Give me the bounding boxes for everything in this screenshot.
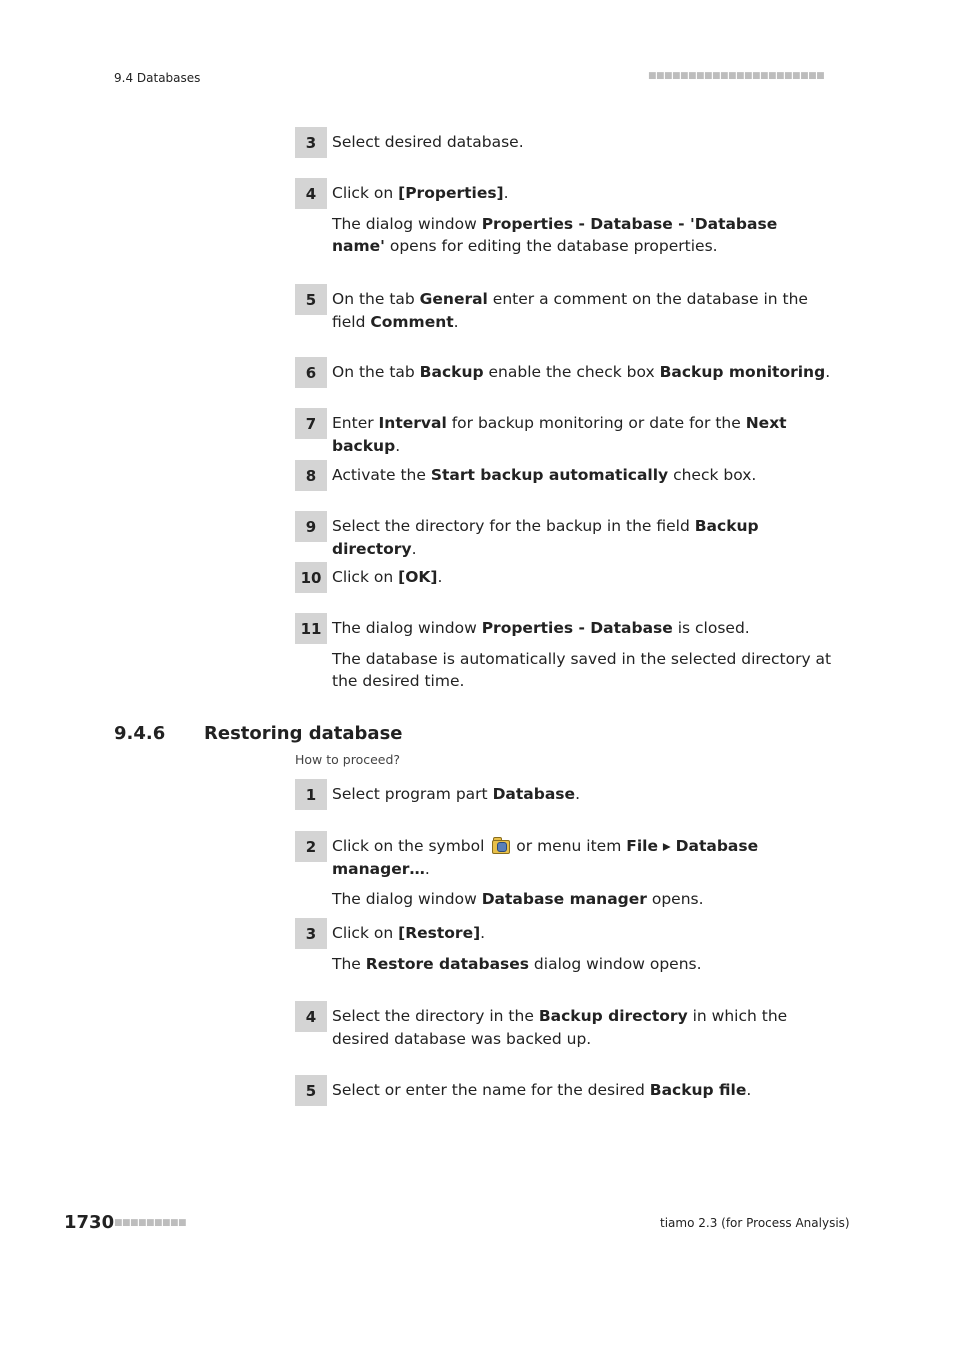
instruction-step: [295, 178, 835, 258]
instruction-step: [295, 408, 835, 457]
instruction-step: [295, 779, 835, 806]
step-number: 9: [295, 511, 327, 542]
footer-decoration: ■■■■■■■■■: [114, 1218, 187, 1228]
step-number: 5: [295, 1075, 327, 1106]
step-number: 6: [295, 357, 327, 388]
step-result: [332, 648, 835, 693]
instruction-step: [295, 562, 835, 589]
step-text-run: .: [411, 539, 417, 558]
ui-term: Properties - Database - 'Database name': [332, 214, 778, 255]
step-instruction: [332, 460, 835, 487]
step-text-run: The: [332, 954, 366, 973]
step-text-run: .: [746, 1081, 752, 1099]
instruction-step: [295, 460, 835, 487]
step-number: 3: [295, 918, 327, 949]
step-text-run: check box.: [668, 466, 757, 484]
step-number: 10: [295, 562, 327, 593]
step-number: 4: [295, 1001, 327, 1032]
step-text-run: The dialog window: [332, 214, 482, 233]
ui-term: Backup directory: [332, 517, 759, 558]
step-instruction: [332, 284, 835, 333]
step-text-run: is closed.: [672, 619, 750, 637]
instruction-step: [295, 918, 835, 975]
step-instruction: [332, 1001, 835, 1050]
step-number: 1: [295, 779, 327, 810]
step-text-run: Click on: [332, 924, 399, 942]
step-number: 5: [295, 284, 327, 315]
step-text-run: On the tab: [332, 290, 420, 308]
step-text-run: Select the directory for the backup in the field: [332, 517, 695, 535]
instruction-step: [295, 1075, 835, 1102]
step-number: 4: [295, 178, 327, 209]
instruction-step: [295, 511, 835, 560]
section-title: Restoring database: [204, 723, 403, 744]
step-instruction: [332, 357, 835, 384]
step-text-run: Click on: [332, 568, 399, 586]
running-header-section: 9.4 Databases: [114, 71, 201, 85]
instruction-step: [295, 613, 835, 693]
step-instruction: [332, 408, 835, 457]
step-result: [332, 953, 835, 976]
instruction-step: [295, 357, 835, 384]
step-text-run: .: [424, 859, 430, 878]
step-text-run: opens for editing the database properties.: [384, 237, 718, 255]
step-instruction: [332, 562, 835, 589]
step-result: [332, 888, 835, 911]
database-manager-icon: [491, 835, 509, 853]
step-instruction: [332, 918, 835, 945]
step-text-run: .: [503, 184, 509, 202]
ui-term: Backup monitoring: [659, 363, 826, 381]
step-text-run: Enter: [332, 414, 379, 432]
step-instruction: [332, 511, 835, 560]
section-number: 9.4.6: [114, 723, 166, 744]
step-instruction: [332, 831, 835, 880]
step-text-run: ▸: [657, 837, 676, 855]
step-text-run: .: [575, 785, 580, 803]
ui-term: Database manager…: [332, 837, 759, 878]
step-number: 8: [295, 460, 327, 491]
step-instruction: [332, 178, 835, 205]
step-text-run: Select program part: [332, 785, 493, 803]
ui-term: [OK]: [398, 568, 438, 586]
step-text-run: The dialog window: [332, 890, 482, 908]
ui-term: File: [626, 837, 658, 855]
step-text-run: .: [395, 436, 401, 455]
ui-term: Next backup: [332, 414, 787, 455]
ui-term: [Properties]: [398, 184, 504, 202]
ui-term: Restore databases: [365, 954, 529, 973]
step-text-run: Select the directory in the: [332, 1007, 539, 1025]
step-text-run: enable the check box: [483, 363, 660, 381]
step-text-run: Select desired database.: [332, 133, 524, 151]
step-text-run: or menu item: [511, 837, 627, 855]
step-instruction: [332, 779, 835, 806]
instruction-step: [295, 1001, 835, 1050]
ui-term: Database: [492, 785, 576, 803]
instruction-step: [295, 831, 835, 911]
step-text-run: in which the desired database was backed up.: [332, 1007, 788, 1048]
step-text-run: for backup monitoring or date for the: [446, 414, 746, 432]
step-text-run: Click on: [332, 184, 399, 202]
step-result: [332, 213, 835, 258]
step-instruction: [332, 1075, 835, 1102]
step-text-run: .: [453, 312, 459, 331]
step-text-run: Click on the symbol: [332, 837, 490, 855]
step-number: 2: [295, 831, 327, 862]
step-text-run: dialog window opens.: [529, 954, 702, 973]
ui-term: Comment: [370, 312, 454, 331]
step-number: 7: [295, 408, 327, 439]
step-text-run: The database is automatically saved in the selected directory at the desired time.: [332, 649, 832, 690]
section-intro: How to proceed?: [295, 752, 401, 767]
step-text-run: Select or enter the name for the desired: [332, 1081, 650, 1099]
instruction-step: [295, 284, 835, 333]
ui-term: Properties - Database: [481, 619, 673, 637]
step-text-run: .: [437, 568, 443, 586]
ui-term: Backup: [419, 363, 484, 381]
ui-term: Backup file: [649, 1081, 747, 1099]
ui-term: Database manager: [481, 890, 647, 908]
step-text-run: The dialog window: [332, 619, 482, 637]
ui-term: Start backup automatically: [430, 466, 669, 484]
step-text-run: .: [480, 924, 486, 942]
page-number: 1730: [64, 1212, 115, 1233]
running-header-decoration: ■■■■■■■■■■■■■■■■■■■■■■: [648, 71, 825, 81]
step-text-run: opens.: [646, 890, 704, 908]
step-instruction: [332, 127, 835, 154]
step-text-run: Activate the: [332, 466, 431, 484]
ui-term: [Restore]: [398, 924, 481, 942]
step-text-run: .: [825, 363, 831, 381]
ui-term: General: [419, 290, 488, 308]
footer-product: tiamo 2.3 (for Process Analysis): [660, 1216, 850, 1230]
ui-term: Backup directory: [538, 1007, 688, 1025]
step-instruction: [332, 613, 835, 640]
step-number: 11: [295, 613, 327, 644]
step-number: 3: [295, 127, 327, 158]
step-text-run: On the tab: [332, 363, 420, 381]
instruction-step: [295, 127, 835, 154]
ui-term: Interval: [378, 414, 447, 432]
step-text-run: enter a comment on the database in the field: [332, 290, 808, 331]
